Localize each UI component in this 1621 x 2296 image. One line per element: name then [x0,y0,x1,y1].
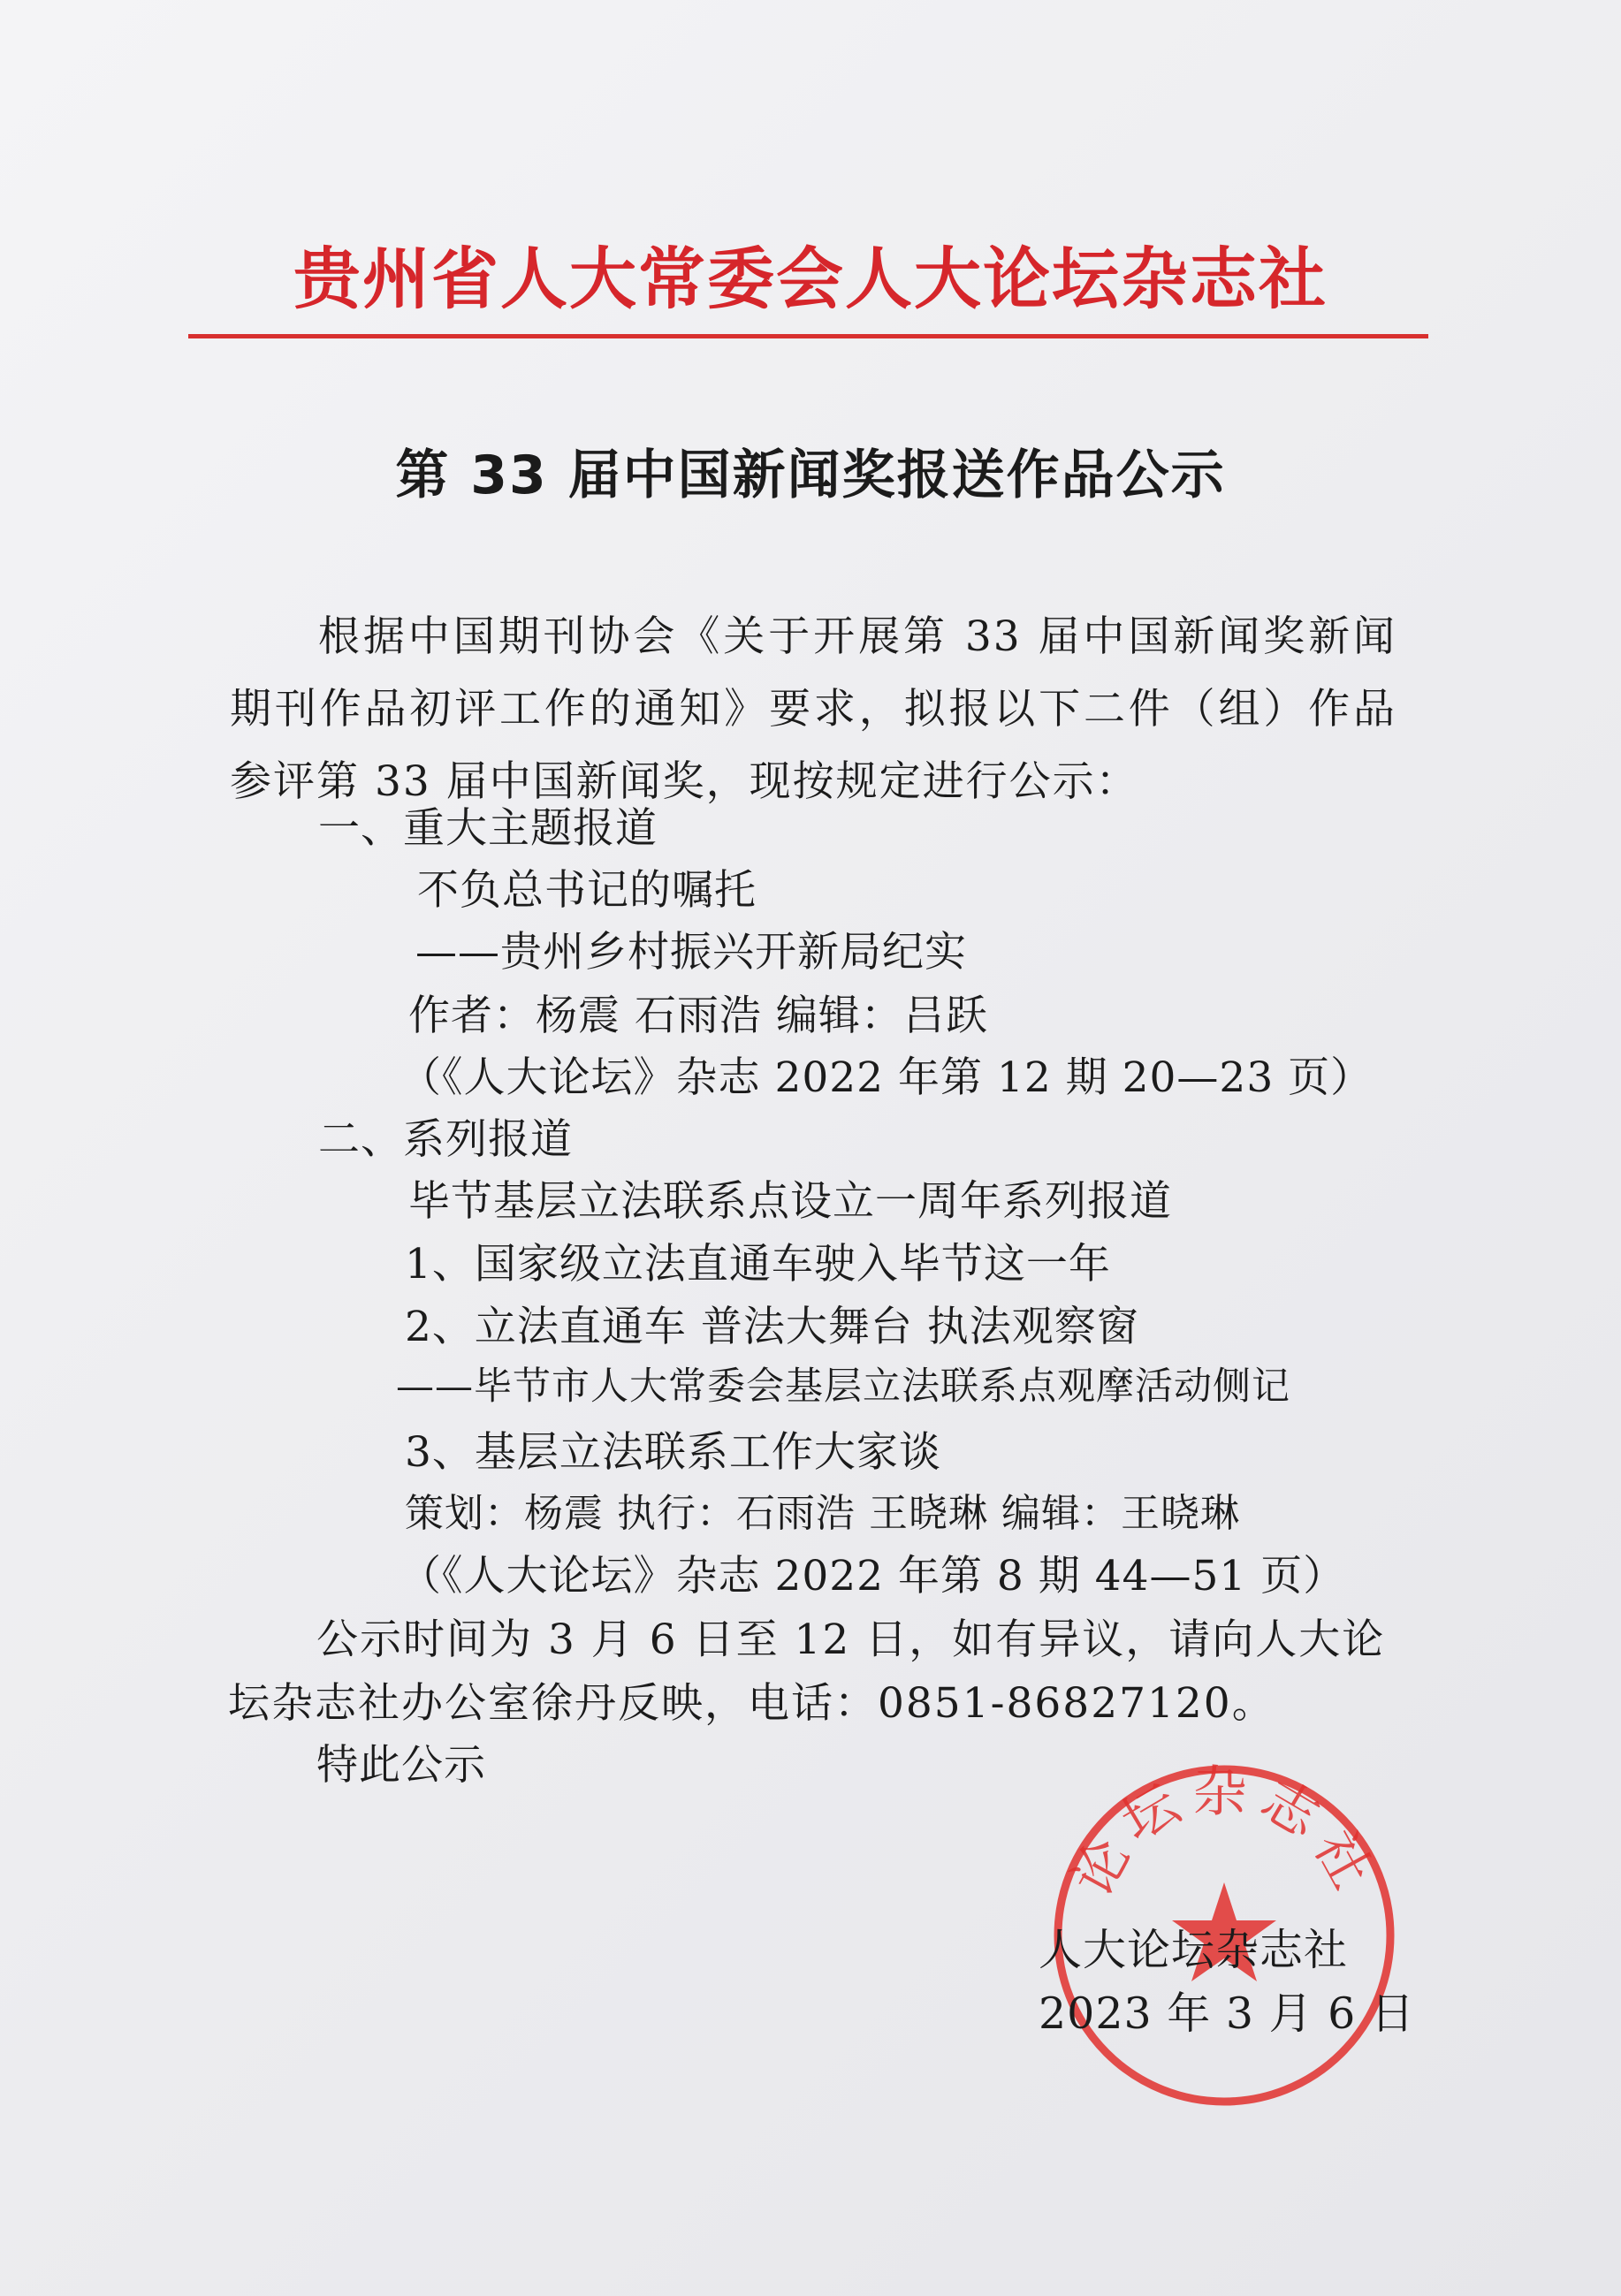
section2-item-subtitle: ——毕节市人大常委会基层立法联系点观摩活动侧记 [396,1365,1290,1409]
intro-paragraph [230,601,1396,818]
section2-series-title: 毕节基层立法联系点设立一周年系列报道 [408,1177,1172,1226]
section1-heading: 一、重大主题报道 [318,804,658,853]
notice-line-2: 坛杂志社办公室徐丹反映，电话：0851-86827120。 [228,1679,1275,1728]
section2-item: 2、立法直通车 普法大舞台 执法观察窗 [405,1303,1139,1351]
section2-item: 1、国家级立法直通车驶入毕节这一年 [405,1240,1111,1289]
section2-credits: 策划：杨震 执行：石雨浩 王晓琳 编辑：王晓琳 [405,1491,1240,1536]
section1-work-subtitle: ——贵州乡村振兴开新局纪实 [415,928,967,977]
intro-text: 根据中国期刊协会《关于开展第 33 届中国新闻奖新闻期刊作品初评工作的通知》要求，拟报以下二件（组）作品参评第 33 届中国新闻奖，现按规定进行公示： [230,612,1396,806]
notice-closing: 特此公示 [316,1741,486,1790]
section1-source: （《人大论坛》杂志 2022 年第 12 期 20—23 页） [400,1053,1374,1102]
header-org-name: 贵州省人大常委会人大论坛杂志社 [293,239,1328,318]
header-divider [188,334,1428,338]
section2-heading: 二、系列报道 [318,1115,573,1164]
section1-work-title: 不负总书记的嘱托 [417,866,757,915]
signature-date: 2023 年 3 月 6 日 [1039,1988,1415,2039]
seal-text: 论坛杂志社 [1059,1759,1389,1907]
notice-line-1: 公示时间为 3 月 6 日至 12 日，如有异议，请向人大论 [316,1616,1386,1664]
signature-org: 人大论坛杂志社 [1039,1925,1349,1975]
page-title: 第 33 届中国新闻奖报送作品公示 [395,445,1226,506]
section2-item: 3、基层立法联系工作大家谈 [405,1428,941,1477]
section1-credits: 作者：杨震 石雨浩 编辑：吕跃 [408,992,988,1040]
section2-source: （《人大论坛》杂志 2022 年第 8 期 44—51 页） [400,1552,1346,1600]
